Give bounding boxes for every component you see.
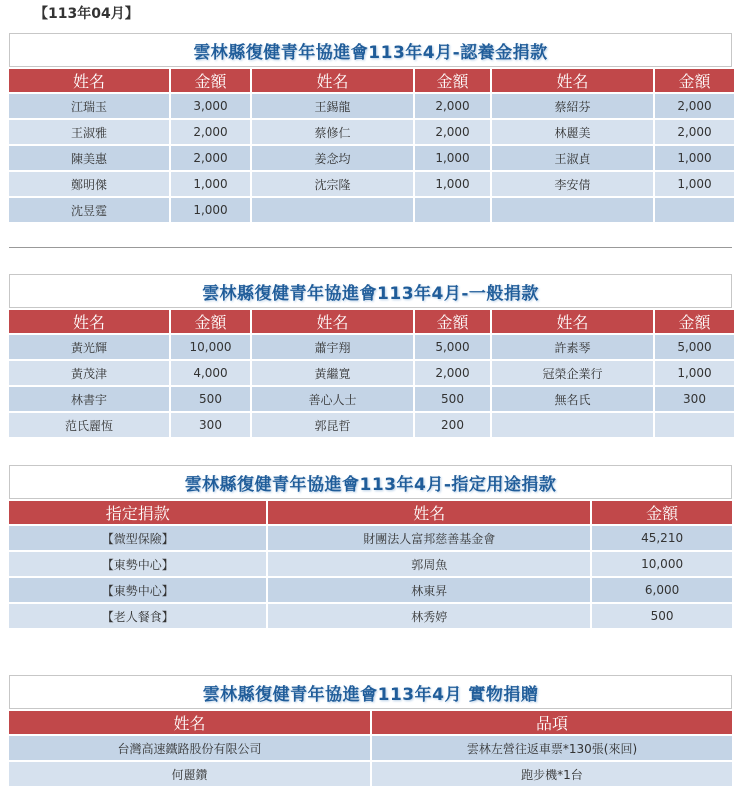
table-cell [252,198,413,222]
designated-title: 雲林縣復健青年協進會113年4月-指定用途捐款 [9,465,732,499]
table-row [9,413,734,437]
table-cell: 何麗鑽 [9,762,370,786]
table-cell: 2,000 [171,146,250,170]
table-cell: 1,000 [171,198,250,222]
table-row [9,387,734,411]
column-header: 金額 [415,310,490,333]
column-header: 金額 [592,501,732,524]
table-cell: 雲林左營往返車票*130張(來回) [372,736,732,760]
general-title: 雲林縣復健青年協進會113年4月-一般捐款 [9,274,732,308]
column-header: 姓名 [9,310,169,333]
table-row [9,198,734,222]
table-cell: 蔡修仁 [252,120,413,144]
general-table [7,308,736,439]
table-cell: 林麗美 [492,120,653,144]
period-label: 【113年04月】 [34,6,139,22]
table-cell: 李安倩 [492,172,653,196]
table-cell: 黃茂津 [9,361,169,385]
table-cell: 沈宗隆 [252,172,413,196]
table-cell: 2,000 [415,120,490,144]
table-cell: 台灣高速鐵路股份有限公司 [9,736,370,760]
column-header: 金額 [415,69,490,92]
table-cell: 2,000 [171,120,250,144]
table-cell: 【東勢中心】 [9,552,266,576]
table-cell: 300 [655,387,734,411]
table-cell: 45,210 [592,526,732,550]
table-cell: 4,000 [171,361,250,385]
table-cell: 300 [171,413,250,437]
table-cell: 5,000 [655,335,734,359]
column-header: 金額 [171,69,250,92]
column-header: 姓名 [492,310,653,333]
table-row [9,120,734,144]
table-cell: 姜念均 [252,146,413,170]
in-kind-section [9,675,732,788]
general-section [9,274,732,439]
column-header: 指定捐款 [9,501,266,524]
in-kind-title: 雲林縣復健青年協進會113年4月 實物捐贈 [9,675,732,709]
table-cell: 許素琴 [492,335,653,359]
table-cell: 王錫龍 [252,94,413,118]
table-cell: 無名氏 [492,387,653,411]
column-header: 品項 [372,711,732,734]
table-row [9,146,734,170]
table-cell: 【東勢中心】 [9,578,266,602]
table-row [9,578,732,602]
column-header: 姓名 [9,711,370,734]
column-header: 姓名 [492,69,653,92]
table-cell: 5,000 [415,335,490,359]
table-cell: 1,000 [655,146,734,170]
table-cell [655,413,734,437]
column-header: 姓名 [252,69,413,92]
table-row [9,736,732,760]
section-divider [9,247,732,248]
table-cell: 1,000 [655,172,734,196]
table-cell: 王淑雅 [9,120,169,144]
table-cell [655,198,734,222]
column-header: 金額 [655,310,734,333]
table-cell: 鄭明傑 [9,172,169,196]
table-cell: 林書宇 [9,387,169,411]
table-header-row [9,69,734,92]
table-cell: 2,000 [655,120,734,144]
table-row [9,361,734,385]
column-header: 姓名 [252,310,413,333]
table-row [9,526,732,550]
table-cell: 蕭宇翔 [252,335,413,359]
table-cell: 【老人餐食】 [9,604,266,628]
table-cell: 【微型保險】 [9,526,266,550]
designated-table [7,499,734,630]
table-cell: 王淑貞 [492,146,653,170]
table-cell: 2,000 [415,361,490,385]
designated-section [9,465,732,630]
column-header: 姓名 [9,69,169,92]
table-row [9,335,734,359]
table-row [9,762,732,786]
table-cell: 跑步機*1台 [372,762,732,786]
table-cell: 陳美惠 [9,146,169,170]
sponsorship-section [9,33,732,224]
in-kind-table [7,709,734,788]
table-header-row [9,501,732,524]
table-cell: 3,000 [171,94,250,118]
table-cell: 200 [415,413,490,437]
table-cell: 10,000 [171,335,250,359]
table-cell: 郭周魚 [268,552,590,576]
table-cell: 500 [171,387,250,411]
table-cell: 江瑞玉 [9,94,169,118]
table-cell [415,198,490,222]
table-cell [492,413,653,437]
column-header: 金額 [655,69,734,92]
table-cell: 500 [415,387,490,411]
table-cell: 10,000 [592,552,732,576]
column-header: 金額 [171,310,250,333]
table-cell: 財團法人富邦慈善基金會 [268,526,590,550]
table-cell [492,198,653,222]
table-cell: 郭昆哲 [252,413,413,437]
column-header: 姓名 [268,501,590,524]
table-cell: 林秀婷 [268,604,590,628]
sponsorship-table [7,67,736,224]
table-cell: 1,000 [415,172,490,196]
table-cell: 黃繼寬 [252,361,413,385]
table-cell: 林東昇 [268,578,590,602]
table-row [9,94,734,118]
sponsorship-title: 雲林縣復健青年協進會113年4月-認養金捐款 [9,33,732,67]
table-row [9,172,734,196]
table-cell: 蔡紹芬 [492,94,653,118]
table-cell: 2,000 [415,94,490,118]
table-cell: 6,000 [592,578,732,602]
table-cell: 黃光輝 [9,335,169,359]
table-cell: 冠榮企業行 [492,361,653,385]
table-header-row [9,711,732,734]
table-header-row [9,310,734,333]
table-cell: 沈昱霆 [9,198,169,222]
table-cell: 范氏麗恆 [9,413,169,437]
table-cell: 1,000 [415,146,490,170]
table-cell: 500 [592,604,732,628]
table-cell: 1,000 [655,361,734,385]
table-row [9,552,732,576]
table-row [9,604,732,628]
table-cell: 2,000 [655,94,734,118]
table-cell: 善心人士 [252,387,413,411]
table-cell: 1,000 [171,172,250,196]
